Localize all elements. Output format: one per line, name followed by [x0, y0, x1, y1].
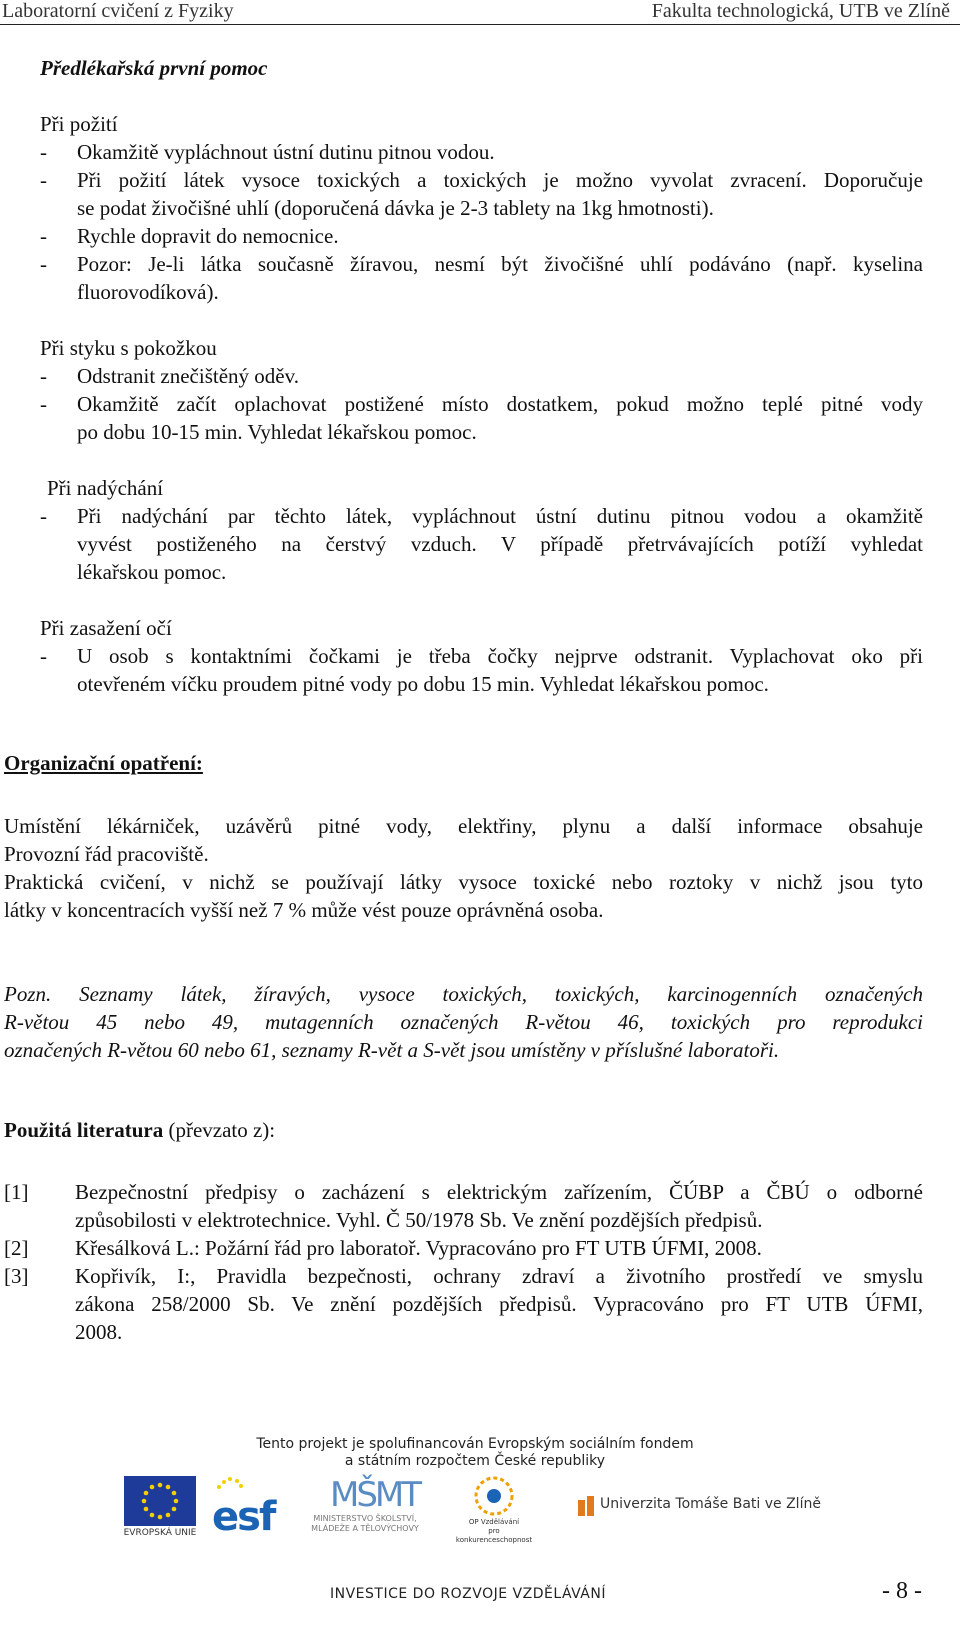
bullet-dash: - [40, 224, 47, 248]
bullet-dash: - [40, 392, 47, 416]
skin-item-1: Odstranit znečištěný oděv. [77, 364, 299, 388]
msmt-caption [300, 1514, 430, 1534]
ingestion-item-4 [77, 250, 923, 306]
reference-3 [75, 1262, 923, 1346]
note-line-3: označených R-větou 60 nebo 61, seznamy R-vět a S-vět jsou umístěny v příslušné laboratoři. [4, 1038, 780, 1062]
organization-paragraph-1 [4, 812, 923, 868]
inhalation-item-1-line-2: vyvést postiženého na čerstvý vzduch. V případě přetrvávajících potíží vyhledat [77, 532, 923, 556]
eu-label: EVROPSKÁ UNIE [123, 1528, 197, 1538]
op-logo [452, 1474, 536, 1542]
esf-text: esf [212, 1494, 275, 1536]
bullet-dash: - [40, 644, 47, 668]
skin-item-2-line-2: po dobu 10-15 min. Vyhledat lékařskou pomoc. [77, 420, 477, 444]
reference-number: [2] [4, 1236, 29, 1260]
organization-paragraph-2 [4, 868, 923, 924]
eu-logo [124, 1476, 196, 1546]
esf-stars-icon [210, 1474, 282, 1536]
op-caption-line-2: pro konkurenceschopnost [455, 1527, 533, 1544]
header-left: Laboratorní cvičení z Fyziky [2, 0, 234, 22]
funding-line-2: a státním rozpočtem České republiky [344, 1453, 606, 1469]
page-number: - 8 - [882, 1578, 922, 1604]
invest-label: INVESTICE DO ROZVOJE VZDĚLÁVÁNÍ [330, 1586, 606, 1602]
reference-3-line-1: Kopřivík, I:, Pravidla bezpečnosti, ochrany zdraví a životního prostředí ve smyslu [75, 1264, 923, 1288]
organization-p1-line-2: Provozní řád pracoviště. [4, 842, 209, 866]
note-line-2: R-větou 45 nebo 49, mutagenních označených R-větou 46, toxických pro reprodukci [4, 1010, 923, 1034]
eyes-item-1 [77, 642, 923, 698]
organization-p2-line-2: látky v koncentracích vyšší než 7 % může vést pouze oprávněná osoba. [4, 898, 604, 922]
inhalation-heading: Při nadýchání [47, 476, 164, 500]
bullet-dash: - [40, 504, 47, 528]
ingestion-item-2-line-2: se podat živočišné uhlí (doporučená dávka je 2-3 tablety na 1kg hmotnosti). [77, 196, 714, 220]
esf-logo [210, 1474, 282, 1536]
reference-3-line-2: zákona 258/2000 Sb. Ve znění pozdějších předpisů. Vypracováno pro FT UTB ÚFMI, [75, 1292, 923, 1316]
literature-title-rest: (převzato z): [163, 1118, 276, 1142]
ingestion-item-4-line-2: fluorovodíková). [77, 280, 219, 304]
note-paragraph [4, 980, 923, 1064]
literature-title [4, 1116, 275, 1144]
bullet-dash: - [40, 140, 47, 164]
funding-line-1: Tento projekt je spolufinancován Evropským sociálním fondem [256, 1436, 694, 1452]
header-right: Fakulta technologická, UTB ve Zlíně [651, 0, 950, 22]
bullet-dash: - [40, 252, 47, 276]
inhalation-item-1-line-1: Při nadýchání par těchto látek, vypláchnout ústní dutinu pitnou vodou a okamžitě [77, 504, 923, 528]
reference-3-line-3: 2008. [75, 1320, 123, 1344]
ingestion-item-4-line-1: Pozor: Je-li látka současně žíravou, nesmí být živočišné uhlí podáváno (např. kyselina [77, 252, 923, 276]
msmt-emblem-icon [300, 1470, 430, 1514]
ingestion-item-2-line-1: Při požití látek vysoce toxických a toxických je možno vyvolat zvracení. Doporučuje [77, 168, 923, 192]
ingestion-item-1: Okamžitě vypláchnout ústní dutinu pitnou vodou. [77, 140, 495, 164]
msmt-text: MŠMT [330, 1475, 420, 1514]
ingestion-item-2 [77, 166, 923, 222]
page-header [0, 0, 960, 25]
skin-heading: Při styku s pokožkou [40, 336, 217, 360]
bullet-dash: - [40, 168, 47, 192]
organization-p1-line-1: Umístění lékárniček, uzávěrů pitné vody, elektřiny, plynu a další informace obsahuje [4, 814, 923, 838]
eyes-heading: Při zasažení očí [40, 616, 172, 640]
ingestion-heading: Při požití [40, 112, 118, 136]
op-caption [452, 1518, 536, 1545]
utb-logo [578, 1494, 821, 1518]
ingestion-item-3: Rychle dopravit do nemocnice. [77, 224, 339, 248]
organization-title: Organizační opatření: [4, 751, 203, 775]
first-aid-title: Předlékařská první pomoc [40, 56, 268, 80]
utb-mark-icon [578, 1496, 596, 1516]
eyes-item-1-line-2: otevřeném víčku proudem pitné vody po dobu 15 min. Vyhledat lékařskou pomoc. [77, 672, 769, 696]
inhalation-item-1 [77, 502, 923, 586]
skin-item-2 [77, 390, 923, 446]
utb-label: Univerzita Tomáše Bati ve Zlíně [600, 1496, 821, 1512]
skin-item-2-line-1: Okamžitě začít oplachovat postižené místo dostatkem, pokud možno teplé pitné vody [77, 392, 923, 416]
msmt-caption-line-2: MLÁDEŽE A TĚLOVÝCHOVY [311, 1524, 419, 1533]
op-circle-icon [452, 1474, 536, 1518]
reference-1-line-2: způsobilosti v elektrotechnice. Vyhl. Č 50/1978 Sb. Ve znění pozdějších předpisů. [75, 1208, 763, 1232]
msmt-logo [300, 1470, 430, 1540]
reference-number: [1] [4, 1180, 29, 1204]
funding-statement [210, 1436, 740, 1470]
msmt-caption-line-1: MINISTERSTVO ŠKOLSTVÍ, [313, 1514, 417, 1523]
bullet-dash: - [40, 364, 47, 388]
note-line-1: Pozn. Seznamy látek, žíravých, vysoce toxických, toxických, karcinogenních označených [4, 982, 923, 1006]
reference-number: [3] [4, 1264, 29, 1288]
eyes-item-1-line-1: U osob s kontaktními čočkami je třeba čočky nejprve odstranit. Vyplachovat oko při [77, 644, 923, 668]
inhalation-item-1-line-3: lékařskou pomoc. [77, 560, 227, 584]
organization-p2-line-1: Praktická cvičení, v nichž se používají látky vysoce toxické nebo roztoky v nichž jsou tyto [4, 870, 923, 894]
literature-title-bold: Použitá literatura [4, 1118, 164, 1142]
reference-2: Křesálková L.: Požární řád pro laboratoř. Vypracováno pro FT UTB ÚFMI, 2008. [75, 1236, 762, 1260]
reference-1 [75, 1178, 923, 1234]
reference-1-line-1: Bezpečnostní předpisy o zacházení s elektrickým zařízením, ČÚBP a ČBÚ o odborné [75, 1180, 923, 1204]
eu-flag-icon [124, 1476, 196, 1526]
op-caption-line-1: OP Vzdělávání [468, 1518, 520, 1526]
